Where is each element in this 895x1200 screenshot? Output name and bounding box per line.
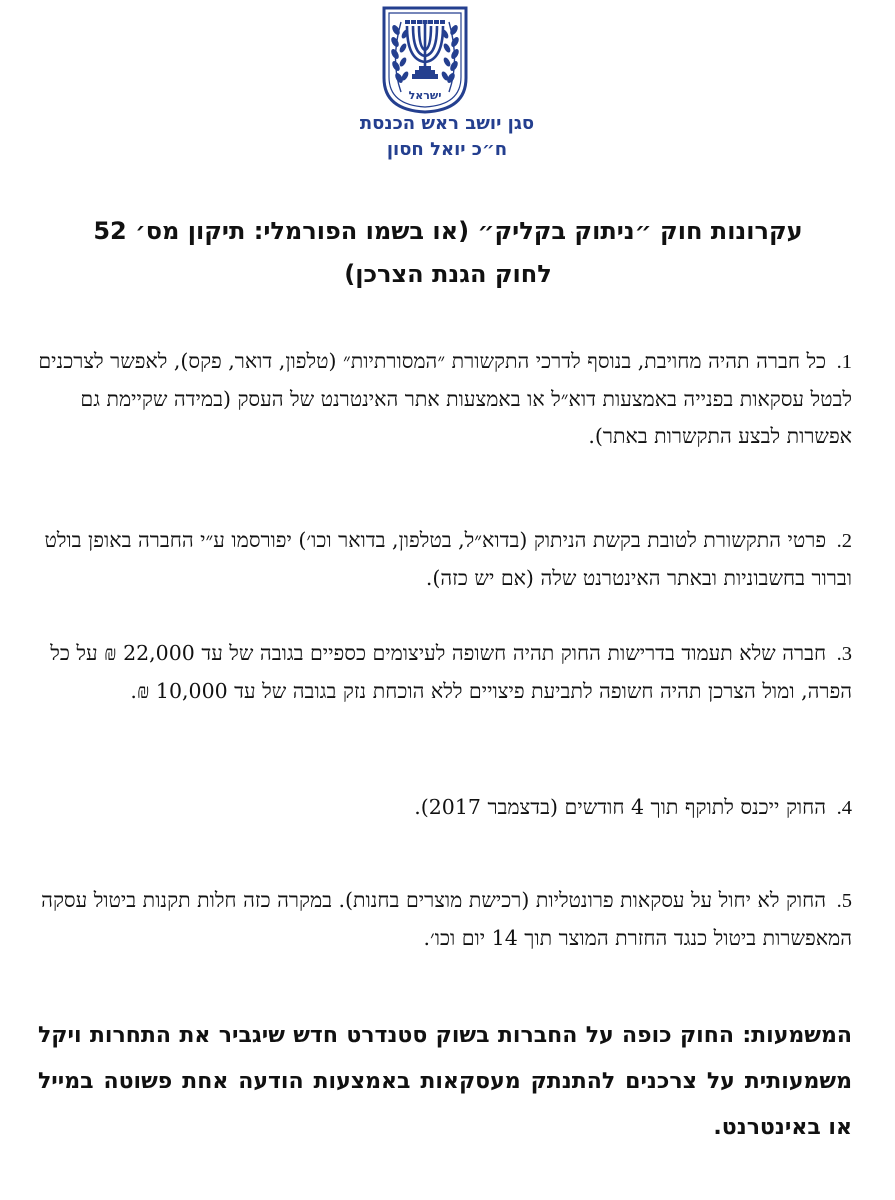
list-item-number: 2.: [836, 530, 852, 552]
list-item: [38, 882, 852, 957]
list-item-text: כל חברה תהיה מחויבת, בנוסף לדרכי התקשורת ״המסורתיות״ (טלפון, דואר, פקס), לאפשר לצרכנים לבטל עסקאות בפנייה באמצעות דוא״ל או באמצעות אתר האינטרנט של העסק (במידה שקיימת גם אפשרות לבצע התקשרות באתר).: [38, 349, 852, 448]
list-item-text: פרטי התקשורת לטובת בקשת הניתוק (בדוא״ל, בטלפון, בדואר וכו׳) יפורסמו ע״י החברה באופן בולט וברור בחשבוניות ובאתר האינטרנט שלה (אם יש כזה).: [44, 528, 852, 590]
summary-paragraph: המשמעות: החוק כופה על החברות בשוק סטנדרט חדש שיגביר את התחרות ויקל משמעותית על צרכנים להתנתק מעסקאות באמצעות הודעה אחת פשוטה במייל או באינטרנט.: [38, 1023, 852, 1140]
page-title: עקרונות חוק ״ניתוק בקליק״ (או בשמו הפורמלי: תיקון מס׳ 52 לחוק הגנת הצרכן): [93, 217, 803, 288]
office-title: סגן יושב ראש הכנסת: [359, 113, 535, 134]
member-name: ח״כ יואל חסון: [386, 139, 508, 160]
list-item: [38, 343, 852, 455]
list-item-text: החוק ייכנס לתוקף תוך 4 חודשים (בדצמבר 2017).: [414, 795, 827, 819]
menorah-emblem-icon: [381, 6, 469, 114]
list-item: [38, 635, 852, 710]
list-item-text: החוק לא יחול על עסקאות פרונטליות (רכישת מוצרים בחנות). במקרה כזה חלות תקנות ביטול עסקה המאפשרות ביטול כנגד החזרת המוצר תוך 14 יום וכו׳.: [41, 888, 852, 950]
list-item-number: 4.: [836, 797, 852, 819]
list-item: [38, 789, 852, 827]
list-item-text: חברה שלא תעמוד בדרישות החוק תהיה חשופה לעיצומים כספיים בגובה של עד 22,000 ₪ על כל הפרה, ומול הצרכן תהיה חשופה לתביעת פיצויים ללא הוכחת נזק בגובה של עד 10,000 ₪.: [50, 641, 852, 703]
list-item-number: 3.: [836, 643, 852, 665]
emblem-label: ישראל: [408, 89, 442, 102]
list-item-number: 1.: [836, 351, 852, 373]
list-item: [38, 522, 852, 597]
list-item-number: 5.: [836, 890, 852, 912]
